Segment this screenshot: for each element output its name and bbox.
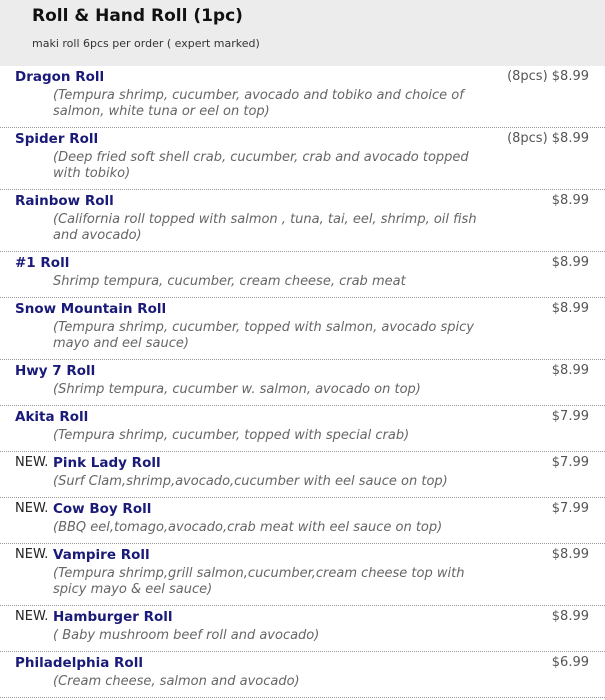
menu-item-price: $8.99 <box>551 301 589 316</box>
menu-item-name: Pink Lady Roll <box>53 455 161 471</box>
menu-item <box>0 406 605 452</box>
menu-item-name: Akita Roll <box>15 409 89 425</box>
menu-item <box>0 498 605 544</box>
menu-item <box>0 190 605 252</box>
menu-item <box>0 298 605 360</box>
menu-item-description: (Surf Clam,shrimp,avocado,cucumber with eel sauce on top) <box>53 474 448 489</box>
menu-item-name: Hamburger Roll <box>53 609 173 625</box>
menu-item-header <box>15 406 605 426</box>
menu-item-description: (BBQ eel,tomago,avocado,crab meat with eel sauce on top) <box>53 520 443 535</box>
menu-item <box>0 452 605 498</box>
menu-item <box>0 606 605 652</box>
menu-item-name: Cow Boy Roll <box>53 501 152 517</box>
menu-item-price: (8pcs) $8.99 <box>507 69 589 84</box>
new-prefix: NEW. <box>15 609 49 624</box>
menu-item-price: $8.99 <box>551 193 589 208</box>
menu-item-header <box>15 66 605 86</box>
menu-item-description: (Tempura shrimp, cucumber, avocado and tobiko and choice of salmon, white tuna or eel on top) <box>53 88 464 119</box>
menu-item-description: (Tempura shrimp, cucumber, topped with salmon, avocado spicy mayo and eel sauce) <box>53 320 474 351</box>
menu-item <box>0 544 605 606</box>
menu-item-header <box>15 190 605 210</box>
menu-item-price: (8pcs) $8.99 <box>507 131 589 146</box>
menu-item-name: Vampire Roll <box>53 547 150 563</box>
menu-item-price: $8.99 <box>551 363 589 378</box>
menu-item-name: Philadelphia Roll <box>15 655 143 671</box>
menu-item-description: (Tempura shrimp, cucumber, topped with special crab) <box>53 428 410 443</box>
menu-item <box>0 128 605 190</box>
menu-item <box>0 252 605 298</box>
menu-item-header <box>15 498 605 518</box>
menu-item-header <box>15 652 605 672</box>
section-subtitle: maki roll 6pcs per order ( expert marked) <box>32 37 260 50</box>
menu-item-description: (California roll topped with salmon , tuna, tai, eel, shrimp, oil fish and avocado) <box>53 212 477 243</box>
menu-item <box>0 360 605 406</box>
menu-item-price: $8.99 <box>551 547 589 562</box>
section-header <box>0 0 605 66</box>
menu-item-name: Rainbow Roll <box>15 193 114 209</box>
menu-item-description: (Cream cheese, salmon and avocado) <box>53 674 300 689</box>
menu-item-price: $6.99 <box>551 655 589 670</box>
menu-item-header <box>15 606 605 626</box>
menu-item-name: Snow Mountain Roll <box>15 301 167 317</box>
menu-item-description: (Deep fried soft shell crab, cucumber, crab and avocado topped with tobiko) <box>53 150 469 181</box>
menu-item-description: (Tempura shrimp,grill salmon,cucumber,cream cheese top with spicy mayo & eel sauce) <box>53 566 465 597</box>
menu-item-description: ( Baby mushroom beef roll and avocado) <box>53 628 320 643</box>
new-prefix: NEW. <box>15 455 49 470</box>
menu-item-price: $7.99 <box>551 501 589 516</box>
menu-item <box>0 652 605 698</box>
menu-item-description: Shrimp tempura, cucumber, cream cheese, crab meat <box>53 274 406 289</box>
menu-item-header <box>15 252 605 272</box>
menu-item-header <box>15 298 605 318</box>
menu-item-price: $7.99 <box>551 409 589 424</box>
new-prefix: NEW. <box>15 547 49 562</box>
menu-item-header <box>15 452 605 472</box>
menu-item-description: (Shrimp tempura, cucumber w. salmon, avocado on top) <box>53 382 421 397</box>
menu-item-name: #1 Roll <box>15 255 70 271</box>
section-title: Roll & Hand Roll (1pc) <box>32 6 243 26</box>
menu-item <box>0 66 605 128</box>
menu-item-header <box>15 360 605 380</box>
menu-item-name: Dragon Roll <box>15 69 105 85</box>
menu-item-header <box>15 544 605 564</box>
menu-item-name: Hwy 7 Roll <box>15 363 96 379</box>
menu-item-name: Spider Roll <box>15 131 99 147</box>
menu-item-price: $7.99 <box>551 455 589 470</box>
menu-item-header <box>15 128 605 148</box>
menu-item-price: $8.99 <box>551 255 589 270</box>
menu-list <box>0 66 605 698</box>
menu-item-price: $8.99 <box>551 609 589 624</box>
new-prefix: NEW. <box>15 501 49 516</box>
